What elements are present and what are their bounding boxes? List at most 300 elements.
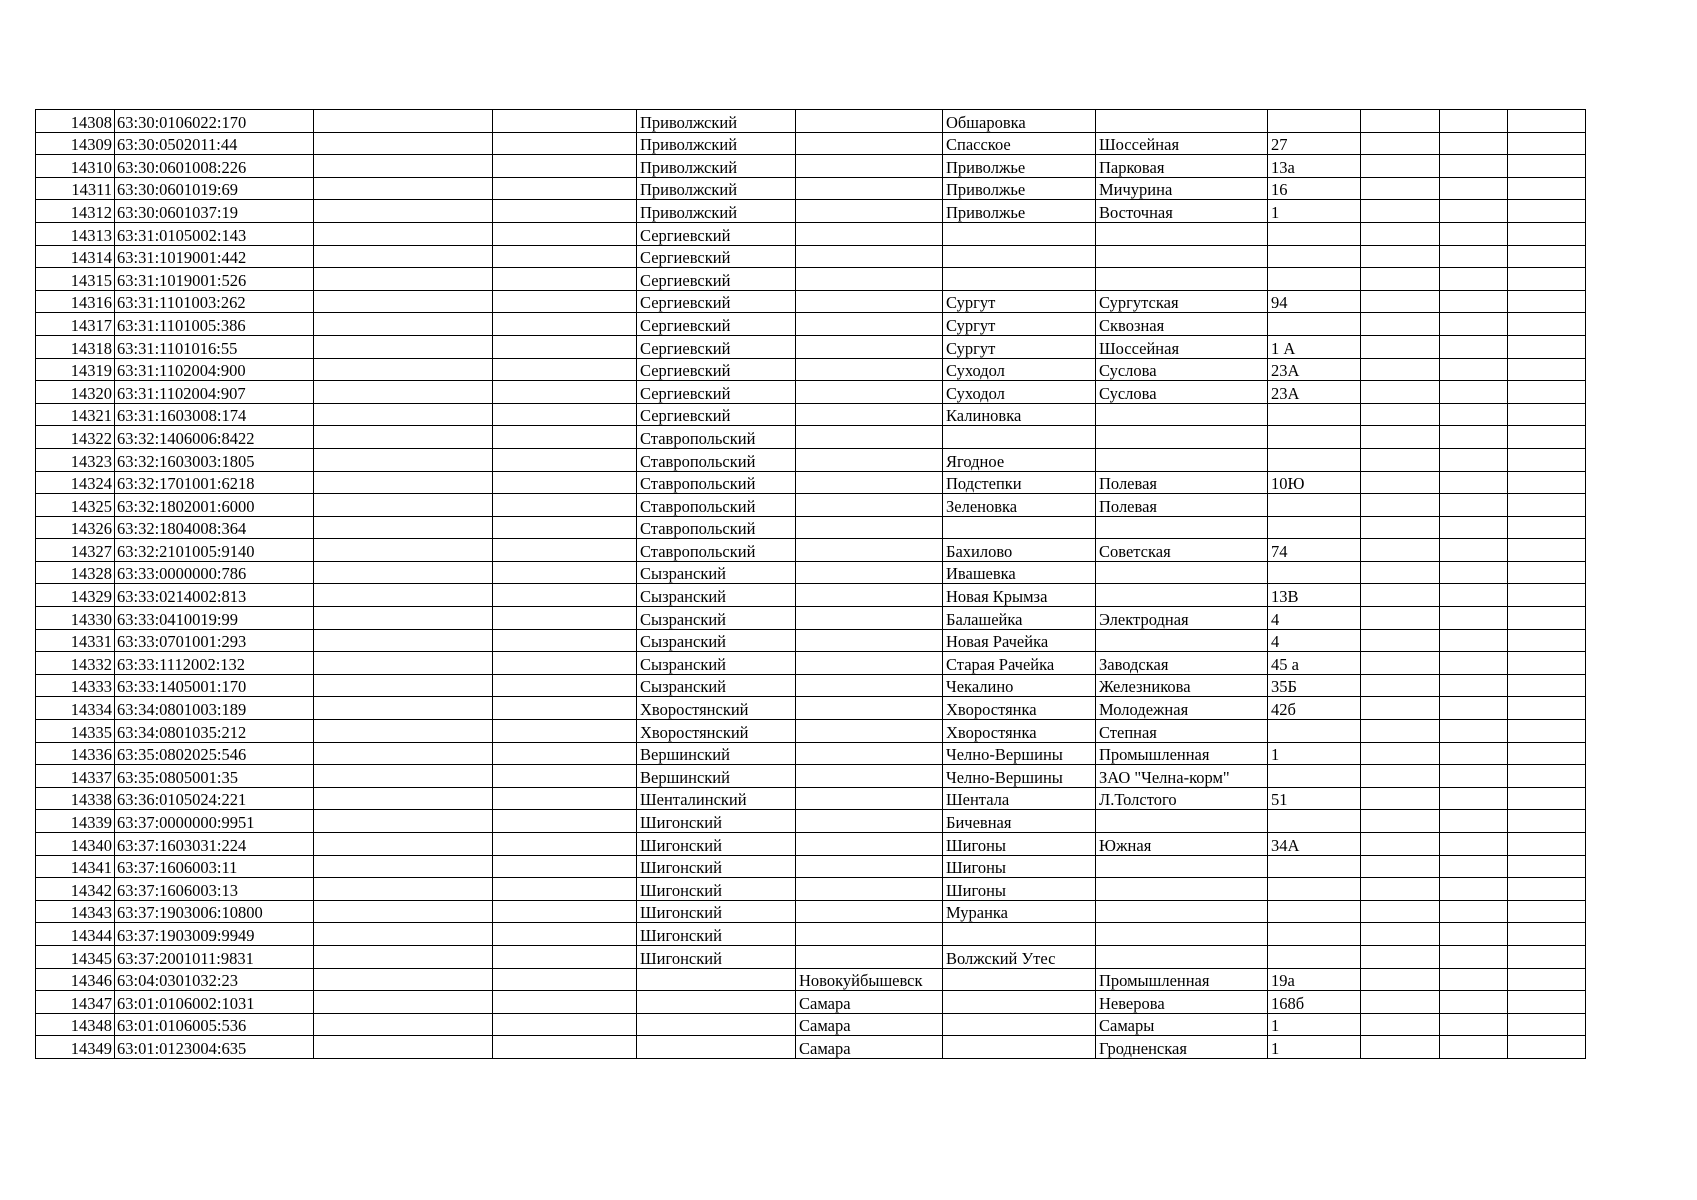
row-number-cell: 14316 xyxy=(36,290,115,313)
table-row xyxy=(36,742,1586,765)
empty-cell-k xyxy=(1440,494,1508,517)
empty-cell-k xyxy=(1440,991,1508,1014)
row-number-cell: 14343 xyxy=(36,900,115,923)
city-cell xyxy=(796,720,943,743)
city-cell: Самара xyxy=(796,1036,943,1059)
district-cell xyxy=(637,1013,796,1036)
row-number-cell: 14348 xyxy=(36,1013,115,1036)
empty-cell-j xyxy=(1361,426,1440,449)
empty-cell-d xyxy=(493,290,637,313)
house-number-cell: 42б xyxy=(1268,697,1361,720)
cadastral-number-cell: 63:31:1102004:907 xyxy=(115,381,314,404)
empty-cell-j xyxy=(1361,810,1440,833)
city-cell xyxy=(796,652,943,675)
empty-cell-j xyxy=(1361,1013,1440,1036)
empty-cell-k xyxy=(1440,923,1508,946)
cadastral-number-cell: 63:32:1804008:364 xyxy=(115,516,314,539)
city-cell xyxy=(796,878,943,901)
empty-cell-k xyxy=(1440,765,1508,788)
empty-cell-j xyxy=(1361,268,1440,291)
empty-cell-j xyxy=(1361,448,1440,471)
row-number-cell: 14344 xyxy=(36,923,115,946)
street-cell: Электродная xyxy=(1096,607,1268,630)
empty-cell-j xyxy=(1361,403,1440,426)
table-row xyxy=(36,222,1586,245)
settlement-cell: Чекалино xyxy=(943,674,1096,697)
street-cell: Промышленная xyxy=(1096,742,1268,765)
house-number-cell xyxy=(1268,110,1361,133)
empty-cell-l xyxy=(1508,855,1586,878)
cadastral-number-cell: 63:01:0106005:536 xyxy=(115,1013,314,1036)
row-number-cell: 14345 xyxy=(36,945,115,968)
empty-cell-k xyxy=(1440,1036,1508,1059)
empty-cell-k xyxy=(1440,132,1508,155)
settlement-cell: Бахилово xyxy=(943,539,1096,562)
empty-cell-k xyxy=(1440,516,1508,539)
empty-cell-j xyxy=(1361,607,1440,630)
house-number-cell xyxy=(1268,720,1361,743)
table-row xyxy=(36,833,1586,856)
empty-cell-l xyxy=(1508,177,1586,200)
empty-cell-l xyxy=(1508,900,1586,923)
empty-cell-k xyxy=(1440,358,1508,381)
row-number-cell: 14318 xyxy=(36,335,115,358)
empty-cell-j xyxy=(1361,132,1440,155)
empty-cell-j xyxy=(1361,494,1440,517)
settlement-cell: Сургут xyxy=(943,313,1096,336)
empty-cell-l xyxy=(1508,200,1586,223)
house-number-cell xyxy=(1268,222,1361,245)
row-number-cell: 14331 xyxy=(36,629,115,652)
cadastral-number-cell: 63:33:0214002:813 xyxy=(115,584,314,607)
house-number-cell xyxy=(1268,900,1361,923)
street-cell: Промышленная xyxy=(1096,968,1268,991)
table-row xyxy=(36,539,1586,562)
empty-cell-d xyxy=(493,132,637,155)
table-row xyxy=(36,177,1586,200)
empty-cell-k xyxy=(1440,900,1508,923)
settlement-cell: Сургут xyxy=(943,290,1096,313)
settlement-cell xyxy=(943,245,1096,268)
empty-cell-c xyxy=(314,900,493,923)
settlement-cell: Хворостянка xyxy=(943,697,1096,720)
city-cell xyxy=(796,561,943,584)
house-number-cell: 1 А xyxy=(1268,335,1361,358)
city-cell xyxy=(796,900,943,923)
row-number-cell: 14334 xyxy=(36,697,115,720)
row-number-cell: 14342 xyxy=(36,878,115,901)
cadastral-number-cell: 63:37:2001011:9831 xyxy=(115,945,314,968)
table-row xyxy=(36,900,1586,923)
district-cell: Приволжский xyxy=(637,155,796,178)
empty-cell-c xyxy=(314,381,493,404)
empty-cell-j xyxy=(1361,674,1440,697)
row-number-cell: 14338 xyxy=(36,787,115,810)
empty-cell-d xyxy=(493,968,637,991)
district-cell: Ставропольский xyxy=(637,448,796,471)
empty-cell-c xyxy=(314,403,493,426)
street-cell: Полевая xyxy=(1096,471,1268,494)
table-row xyxy=(36,652,1586,675)
empty-cell-c xyxy=(314,742,493,765)
district-cell: Хворостянский xyxy=(637,720,796,743)
district-cell: Ставропольский xyxy=(637,516,796,539)
house-number-cell xyxy=(1268,765,1361,788)
district-cell: Сергиевский xyxy=(637,313,796,336)
empty-cell-c xyxy=(314,607,493,630)
settlement-cell xyxy=(943,968,1096,991)
city-cell xyxy=(796,381,943,404)
city-cell xyxy=(796,674,943,697)
district-cell: Сергиевский xyxy=(637,403,796,426)
district-cell: Ставропольский xyxy=(637,471,796,494)
empty-cell-j xyxy=(1361,110,1440,133)
city-cell xyxy=(796,539,943,562)
table-row xyxy=(36,1036,1586,1059)
street-cell xyxy=(1096,110,1268,133)
empty-cell-j xyxy=(1361,697,1440,720)
empty-cell-l xyxy=(1508,222,1586,245)
empty-cell-d xyxy=(493,403,637,426)
city-cell xyxy=(796,584,943,607)
row-number-cell: 14317 xyxy=(36,313,115,336)
empty-cell-l xyxy=(1508,991,1586,1014)
empty-cell-d xyxy=(493,561,637,584)
empty-cell-l xyxy=(1508,584,1586,607)
house-number-cell xyxy=(1268,245,1361,268)
empty-cell-k xyxy=(1440,539,1508,562)
cadastral-number-cell: 63:33:0701001:293 xyxy=(115,629,314,652)
empty-cell-k xyxy=(1440,245,1508,268)
house-number-cell: 1 xyxy=(1268,1013,1361,1036)
district-cell: Сергиевский xyxy=(637,381,796,404)
district-cell: Шигонский xyxy=(637,878,796,901)
cadastral-number-cell: 63:31:1019001:526 xyxy=(115,268,314,291)
empty-cell-j xyxy=(1361,945,1440,968)
house-number-cell xyxy=(1268,516,1361,539)
table-row xyxy=(36,810,1586,833)
table-row xyxy=(36,448,1586,471)
street-cell xyxy=(1096,878,1268,901)
district-cell: Шигонский xyxy=(637,900,796,923)
table-row xyxy=(36,787,1586,810)
table-row xyxy=(36,674,1586,697)
city-cell xyxy=(796,110,943,133)
row-number-cell: 14327 xyxy=(36,539,115,562)
street-cell: Мичурина xyxy=(1096,177,1268,200)
cadastral-number-cell: 63:30:0502011:44 xyxy=(115,132,314,155)
district-cell: Шигонский xyxy=(637,945,796,968)
empty-cell-k xyxy=(1440,607,1508,630)
empty-cell-d xyxy=(493,945,637,968)
empty-cell-c xyxy=(314,335,493,358)
empty-cell-j xyxy=(1361,516,1440,539)
street-cell xyxy=(1096,268,1268,291)
cadastral-number-cell: 63:35:0802025:546 xyxy=(115,742,314,765)
empty-cell-j xyxy=(1361,177,1440,200)
cadastral-number-cell: 63:37:1903006:10800 xyxy=(115,900,314,923)
cadastral-number-cell: 63:33:1405001:170 xyxy=(115,674,314,697)
city-cell xyxy=(796,697,943,720)
empty-cell-k xyxy=(1440,561,1508,584)
empty-cell-l xyxy=(1508,358,1586,381)
row-number-cell: 14341 xyxy=(36,855,115,878)
house-number-cell xyxy=(1268,855,1361,878)
empty-cell-d xyxy=(493,900,637,923)
empty-cell-l xyxy=(1508,720,1586,743)
table-row xyxy=(36,855,1586,878)
city-cell xyxy=(796,358,943,381)
cadastral-number-cell: 63:37:0000000:9951 xyxy=(115,810,314,833)
cadastral-number-cell: 63:31:1101005:386 xyxy=(115,313,314,336)
row-number-cell: 14313 xyxy=(36,222,115,245)
cadastral-number-cell: 63:30:0601008:226 xyxy=(115,155,314,178)
empty-cell-d xyxy=(493,516,637,539)
district-cell: Сергиевский xyxy=(637,290,796,313)
empty-cell-c xyxy=(314,290,493,313)
empty-cell-c xyxy=(314,358,493,381)
empty-cell-j xyxy=(1361,358,1440,381)
empty-cell-k xyxy=(1440,945,1508,968)
district-cell: Сергиевский xyxy=(637,335,796,358)
empty-cell-l xyxy=(1508,810,1586,833)
district-cell: Вершинский xyxy=(637,765,796,788)
table-row xyxy=(36,991,1586,1014)
empty-cell-k xyxy=(1440,697,1508,720)
empty-cell-c xyxy=(314,720,493,743)
empty-cell-l xyxy=(1508,155,1586,178)
cadastral-number-cell: 63:33:0410019:99 xyxy=(115,607,314,630)
table-row xyxy=(36,968,1586,991)
empty-cell-k xyxy=(1440,335,1508,358)
table-row xyxy=(36,629,1586,652)
settlement-cell: Обшаровка xyxy=(943,110,1096,133)
street-cell: Советская xyxy=(1096,539,1268,562)
empty-cell-j xyxy=(1361,222,1440,245)
empty-cell-j xyxy=(1361,561,1440,584)
street-cell xyxy=(1096,629,1268,652)
street-cell: Степная xyxy=(1096,720,1268,743)
row-number-cell: 14315 xyxy=(36,268,115,291)
house-number-cell xyxy=(1268,945,1361,968)
district-cell: Вершинский xyxy=(637,742,796,765)
empty-cell-l xyxy=(1508,1036,1586,1059)
empty-cell-d xyxy=(493,1036,637,1059)
cadastral-number-cell: 63:32:1603003:1805 xyxy=(115,448,314,471)
district-cell: Шигонский xyxy=(637,855,796,878)
city-cell xyxy=(796,742,943,765)
house-number-cell: 27 xyxy=(1268,132,1361,155)
empty-cell-l xyxy=(1508,268,1586,291)
empty-cell-j xyxy=(1361,923,1440,946)
empty-cell-c xyxy=(314,110,493,133)
row-number-cell: 14320 xyxy=(36,381,115,404)
settlement-cell: Шигоны xyxy=(943,855,1096,878)
empty-cell-d xyxy=(493,697,637,720)
cadastral-number-cell: 63:37:1606003:13 xyxy=(115,878,314,901)
house-number-cell: 1 xyxy=(1268,742,1361,765)
table-row xyxy=(36,697,1586,720)
empty-cell-l xyxy=(1508,1013,1586,1036)
empty-cell-d xyxy=(493,426,637,449)
empty-cell-k xyxy=(1440,471,1508,494)
house-number-cell: 13а xyxy=(1268,155,1361,178)
cadastral-number-cell: 63:31:1101003:262 xyxy=(115,290,314,313)
district-cell: Сызранский xyxy=(637,607,796,630)
empty-cell-l xyxy=(1508,245,1586,268)
street-cell: ЗАО "Челна-корм" xyxy=(1096,765,1268,788)
empty-cell-k xyxy=(1440,855,1508,878)
empty-cell-d xyxy=(493,245,637,268)
empty-cell-l xyxy=(1508,403,1586,426)
city-cell xyxy=(796,268,943,291)
empty-cell-d xyxy=(493,471,637,494)
row-number-cell: 14328 xyxy=(36,561,115,584)
empty-cell-j xyxy=(1361,900,1440,923)
empty-cell-j xyxy=(1361,991,1440,1014)
empty-cell-d xyxy=(493,358,637,381)
table-row xyxy=(36,765,1586,788)
empty-cell-d xyxy=(493,674,637,697)
empty-cell-c xyxy=(314,923,493,946)
table-row xyxy=(36,494,1586,517)
house-number-cell xyxy=(1268,313,1361,336)
street-cell: Южная xyxy=(1096,833,1268,856)
empty-cell-d xyxy=(493,742,637,765)
house-number-cell: 51 xyxy=(1268,787,1361,810)
street-cell: Неверова xyxy=(1096,991,1268,1014)
street-cell: Заводская xyxy=(1096,652,1268,675)
empty-cell-k xyxy=(1440,200,1508,223)
row-number-cell: 14346 xyxy=(36,968,115,991)
house-number-cell: 1 xyxy=(1268,1036,1361,1059)
cadastral-number-cell: 63:37:1603031:224 xyxy=(115,833,314,856)
empty-cell-j xyxy=(1361,742,1440,765)
district-cell: Шигонский xyxy=(637,810,796,833)
table-row xyxy=(36,132,1586,155)
empty-cell-c xyxy=(314,222,493,245)
settlement-cell xyxy=(943,222,1096,245)
cadastral-number-cell: 63:37:1903009:9949 xyxy=(115,923,314,946)
settlement-cell: Челно-Вершины xyxy=(943,742,1096,765)
row-number-cell: 14336 xyxy=(36,742,115,765)
empty-cell-j xyxy=(1361,200,1440,223)
street-cell: Суслова xyxy=(1096,358,1268,381)
house-number-cell xyxy=(1268,426,1361,449)
street-cell: Л.Толстого xyxy=(1096,787,1268,810)
house-number-cell xyxy=(1268,878,1361,901)
house-number-cell: 4 xyxy=(1268,629,1361,652)
city-cell xyxy=(796,200,943,223)
settlement-cell: Старая Рачейка xyxy=(943,652,1096,675)
table-row xyxy=(36,561,1586,584)
row-number-cell: 14324 xyxy=(36,471,115,494)
row-number-cell: 14308 xyxy=(36,110,115,133)
empty-cell-k xyxy=(1440,110,1508,133)
street-cell: Гродненская xyxy=(1096,1036,1268,1059)
empty-cell-c xyxy=(314,878,493,901)
cadastral-number-cell: 63:31:1102004:900 xyxy=(115,358,314,381)
empty-cell-c xyxy=(314,765,493,788)
empty-cell-k xyxy=(1440,403,1508,426)
table-row xyxy=(36,245,1586,268)
empty-cell-c xyxy=(314,155,493,178)
settlement-cell: Шентала xyxy=(943,787,1096,810)
district-cell: Шигонский xyxy=(637,833,796,856)
table-row xyxy=(36,155,1586,178)
row-number-cell: 14323 xyxy=(36,448,115,471)
empty-cell-l xyxy=(1508,945,1586,968)
house-number-cell: 23А xyxy=(1268,381,1361,404)
settlement-cell: Хворостянка xyxy=(943,720,1096,743)
settlement-cell xyxy=(943,516,1096,539)
settlement-cell: Новая Крымза xyxy=(943,584,1096,607)
empty-cell-j xyxy=(1361,652,1440,675)
city-cell xyxy=(796,810,943,833)
empty-cell-k xyxy=(1440,381,1508,404)
empty-cell-l xyxy=(1508,426,1586,449)
empty-cell-l xyxy=(1508,471,1586,494)
city-cell xyxy=(796,607,943,630)
street-cell xyxy=(1096,810,1268,833)
city-cell xyxy=(796,335,943,358)
empty-cell-k xyxy=(1440,878,1508,901)
empty-cell-l xyxy=(1508,674,1586,697)
empty-cell-j xyxy=(1361,381,1440,404)
empty-cell-d xyxy=(493,155,637,178)
empty-cell-c xyxy=(314,177,493,200)
empty-cell-c xyxy=(314,584,493,607)
street-cell: Сургутская xyxy=(1096,290,1268,313)
empty-cell-k xyxy=(1440,674,1508,697)
empty-cell-d xyxy=(493,629,637,652)
street-cell xyxy=(1096,403,1268,426)
empty-cell-c xyxy=(314,561,493,584)
cadastral-number-cell: 63:36:0105024:221 xyxy=(115,787,314,810)
empty-cell-l xyxy=(1508,448,1586,471)
empty-cell-c xyxy=(314,697,493,720)
empty-cell-d xyxy=(493,720,637,743)
house-number-cell: 74 xyxy=(1268,539,1361,562)
table-row xyxy=(36,358,1586,381)
empty-cell-l xyxy=(1508,923,1586,946)
empty-cell-d xyxy=(493,448,637,471)
empty-cell-c xyxy=(314,494,493,517)
empty-cell-d xyxy=(493,200,637,223)
city-cell xyxy=(796,132,943,155)
street-cell xyxy=(1096,245,1268,268)
empty-cell-d xyxy=(493,991,637,1014)
empty-cell-d xyxy=(493,177,637,200)
settlement-cell: Спасское xyxy=(943,132,1096,155)
empty-cell-l xyxy=(1508,539,1586,562)
district-cell: Сызранский xyxy=(637,629,796,652)
empty-cell-j xyxy=(1361,787,1440,810)
city-cell xyxy=(796,155,943,178)
district-cell xyxy=(637,1036,796,1059)
empty-cell-j xyxy=(1361,629,1440,652)
cadastral-number-cell: 63:32:1406006:8422 xyxy=(115,426,314,449)
house-number-cell xyxy=(1268,268,1361,291)
street-cell: Шоссейная xyxy=(1096,132,1268,155)
cadastral-number-cell: 63:31:1019001:442 xyxy=(115,245,314,268)
street-cell: Сквозная xyxy=(1096,313,1268,336)
house-number-cell: 19а xyxy=(1268,968,1361,991)
empty-cell-k xyxy=(1440,652,1508,675)
district-cell: Ставропольский xyxy=(637,426,796,449)
empty-cell-l xyxy=(1508,381,1586,404)
cadastral-number-cell: 63:33:0000000:786 xyxy=(115,561,314,584)
